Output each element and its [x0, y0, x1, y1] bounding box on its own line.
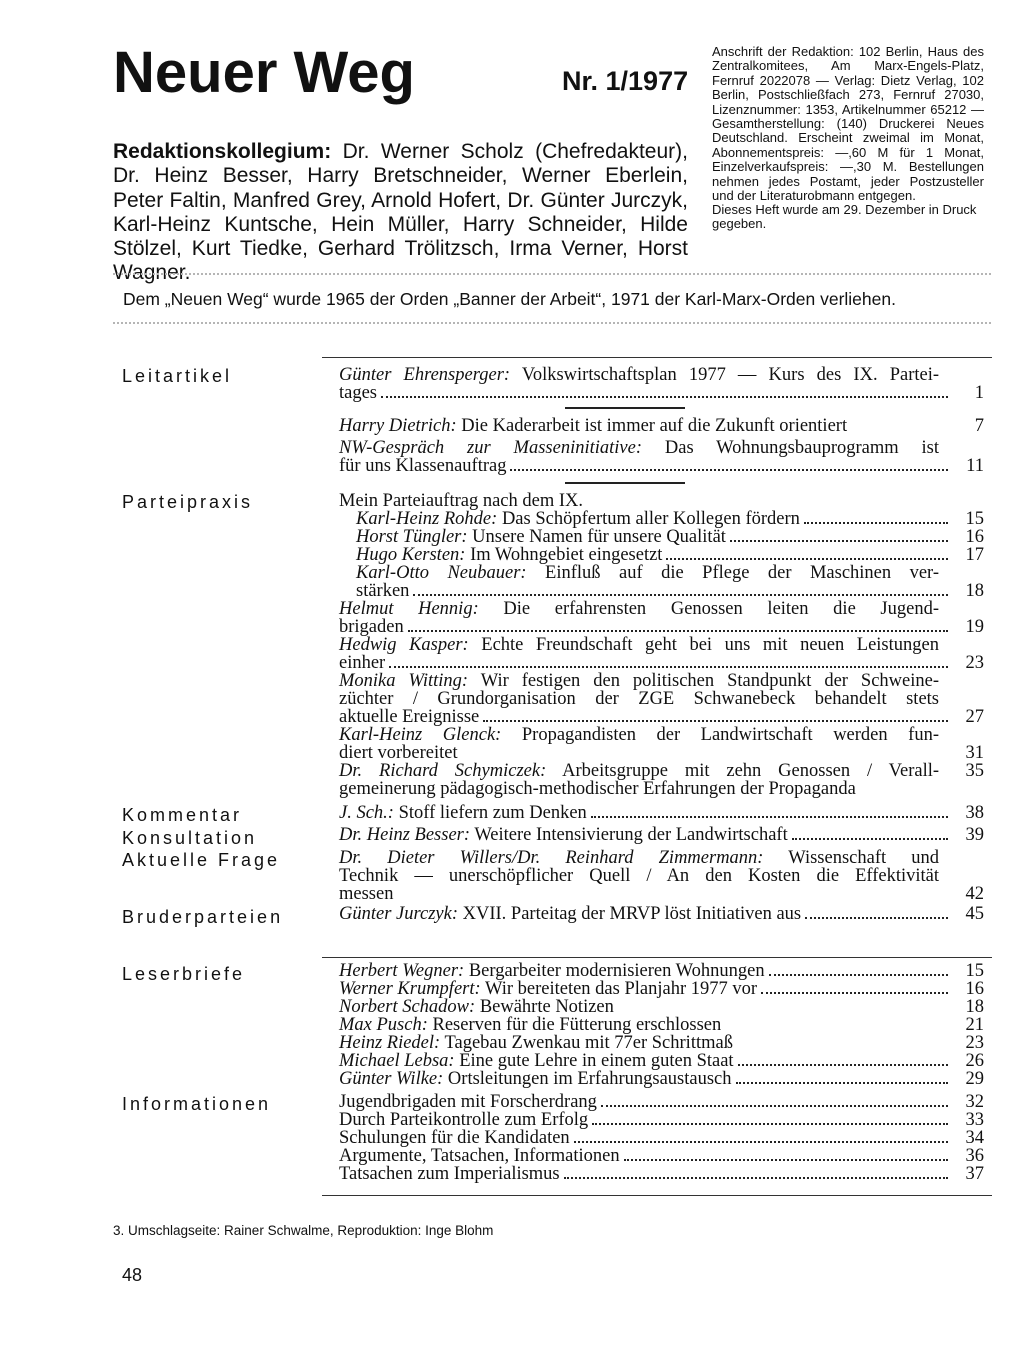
- toc-rule: [322, 1195, 992, 1196]
- section-bruderparteien: Bruderparteien: [122, 907, 284, 927]
- toc-entry[interactable]: Heinz Riedel: Tagebau Zwenkau mit 77er Schrittmaß 23: [339, 1033, 984, 1053]
- toc-entry[interactable]: Norbert Schadow: Bewährte Notizen 18: [339, 997, 984, 1017]
- toc-entry[interactable]: Max Pusch: Reserven für die Fütterung erschlossen 21: [339, 1015, 984, 1035]
- page-number: 48: [122, 1265, 143, 1285]
- toc-entry[interactable]: Karl-Heinz Glenck: Propagandisten der Landwirtschaft werden fun- diert vorbereitet 31: [339, 725, 984, 763]
- award-note: Dem „Neuen Weg“ wurde 1965 der Orden „Banner der Arbeit“, 1971 der Karl-Marx-Orden verliehen.: [123, 289, 896, 309]
- toc-entry[interactable]: Durch Parteikontrolle zum Erfolg 33: [339, 1110, 984, 1130]
- section-konsultation: Konsultation: [122, 828, 258, 848]
- editorial-board-members: Dr. Werner Scholz (Chefredakteur), Dr. Heinz Besser, Harry Bretschneider, Werner Eberlein, Peter Faltin, Manfred Grey, Arnold Hofert, Dr. Günter Jurczyk, Karl-Heinz Kuntsche, Hein Müller, Harry Schneider, Hilde Stölzel, Kurt Tiedke, Gerhard Trölitzsch, Irma Verner, Horst Wagner.: [113, 140, 688, 285]
- toc-entry-intro: Mein Parteiauftrag nach dem IX.: [339, 491, 584, 511]
- section-parteipraxis: Parteipraxis: [122, 492, 254, 512]
- toc-entry[interactable]: Dr. Richard Schymiczek: Arbeitsgruppe mit zehn Genossen / Verall- 35 gemeinerung pädagogisch-methodischer Erfahrungen der Propaganda: [339, 761, 984, 799]
- toc-rule: [322, 357, 992, 358]
- toc-entry[interactable]: Horst Tüngler: Unsere Namen für unsere Qualität 16: [356, 527, 984, 547]
- toc-entry[interactable]: Tatsachen zum Imperialismus 37: [339, 1164, 984, 1184]
- toc-entry[interactable]: Michael Lebsa: Eine gute Lehre in einem guten Staat 26: [339, 1051, 984, 1071]
- toc-entry[interactable]: Karl-Otto Neubauer: Einfluß auf die Pflege der Maschinen ver- stärken 18: [356, 563, 984, 601]
- toc-entry[interactable]: Karl-Heinz Rohde: Das Schöpfertum aller Kollegen fördern 15: [356, 509, 984, 529]
- section-leserbriefe: Leserbriefe: [122, 964, 246, 984]
- toc-entry[interactable]: Günter Jurczyk: XVII. Parteitag der MRVP löst Initiativen aus 45: [339, 904, 984, 924]
- toc-short-rule: [565, 482, 685, 484]
- print-note: Dieses Heft wurde am 29. Dezember in Druck gegeben.: [712, 202, 977, 232]
- section-aktuelle-frage: Aktuelle Frage: [122, 850, 281, 870]
- toc-entry[interactable]: Argumente, Tatsachen, Informationen 36: [339, 1146, 984, 1166]
- toc-entry[interactable]: J. Sch.: Stoff liefern zum Denken 38: [339, 803, 984, 823]
- toc-entry[interactable]: Dr. Heinz Besser: Weitere Intensivierung der Landwirtschaft 39: [339, 825, 984, 845]
- toc-entry[interactable]: Harry Dietrich: Die Kaderarbeit ist immer auf die Zukunft orientiert 7: [339, 416, 984, 436]
- divider: [113, 273, 991, 275]
- toc-entry[interactable]: Werner Krumpfert: Wir bereiteten das Planjahr 1977 vor 16: [339, 979, 984, 999]
- toc-entry[interactable]: Monika Witting: Wir festigen den politischen Standpunkt der Schweine- züchter / Grundorganisation der ZGE Schwanebeck behandelt stets aktuelle Ereignisse 27: [339, 671, 984, 727]
- divider: [113, 322, 991, 324]
- issue-number: Nr. 1/1977: [562, 66, 689, 96]
- toc-entry[interactable]: Herbert Wegner: Bergarbeiter modernisieren Wohnungen 15: [339, 961, 984, 981]
- toc-entry[interactable]: Günter Ehrensperger: Volkswirtschaftsplan 1977 — Kurs des IX. Partei- tages 1: [339, 365, 984, 403]
- toc-entry[interactable]: NW-Gespräch zur Masseninitiative: Das Wohnungsbauprogramm ist für uns Klassenauftrag 11: [339, 438, 984, 476]
- toc-rule: [322, 957, 992, 958]
- toc-entry[interactable]: Hugo Kersten: Im Wohngebiet eingesetzt 17: [356, 545, 984, 565]
- section-kommentar: Kommentar: [122, 805, 243, 825]
- imprint-text: Anschrift der Redaktion: 102 Berlin, Haus des Zentralkomitees, Am Marx-Engels-Platz, Fernruf 2022078 — Verlag: Dietz Verlag, 102 Berlin, Postschließfach 273, Fernruf 27030, Lizenznummer: 1353, Artikelnummer 65212 — Gesamtherstellung: (140) Druckerei Neues Deutschland. Erscheint zweimal im Monat, Abonnementspreis: —,60 M für 1 Monat, Einzelverkaufspreis: —,30 M. Bestellungen nehmen jedes Postamt, jeder Postzusteller und der Literaturobmann entgegen.: [712, 44, 984, 204]
- toc-entry[interactable]: Schulungen für die Kandidaten 34: [339, 1128, 984, 1148]
- editorial-board: [113, 140, 688, 286]
- toc-entry[interactable]: Dr. Dieter Willers/Dr. Reinhard Zimmermann: Wissenschaft und Technik — unerschöpflicher Quell / An den Kosten die Effektivität messen 42: [339, 848, 984, 904]
- editorial-board-label: Redaktionskollegium:: [113, 140, 332, 163]
- cover-credit: 3. Umschlagseite: Rainer Schwalme, Reproduktion: Inge Blohm: [113, 1223, 494, 1238]
- toc-entry[interactable]: Hedwig Kasper: Echte Freundschaft geht bei uns mit neuen Leistungen einher 23: [339, 635, 984, 673]
- toc-entry[interactable]: Helmut Hennig: Die erfahrensten Genossen leiten die Jugend- brigaden 19: [339, 599, 984, 637]
- section-informationen: Informationen: [122, 1094, 272, 1114]
- masthead-title: Neuer Weg: [113, 40, 415, 105]
- section-leitartikel: Leitartikel: [122, 366, 233, 386]
- toc-entry[interactable]: Günter Wilke: Ortsleitungen im Erfahrungsaustausch 29: [339, 1069, 984, 1089]
- toc-short-rule: [565, 407, 685, 409]
- toc-entry[interactable]: Jugendbrigaden mit Forscherdrang 32: [339, 1092, 984, 1112]
